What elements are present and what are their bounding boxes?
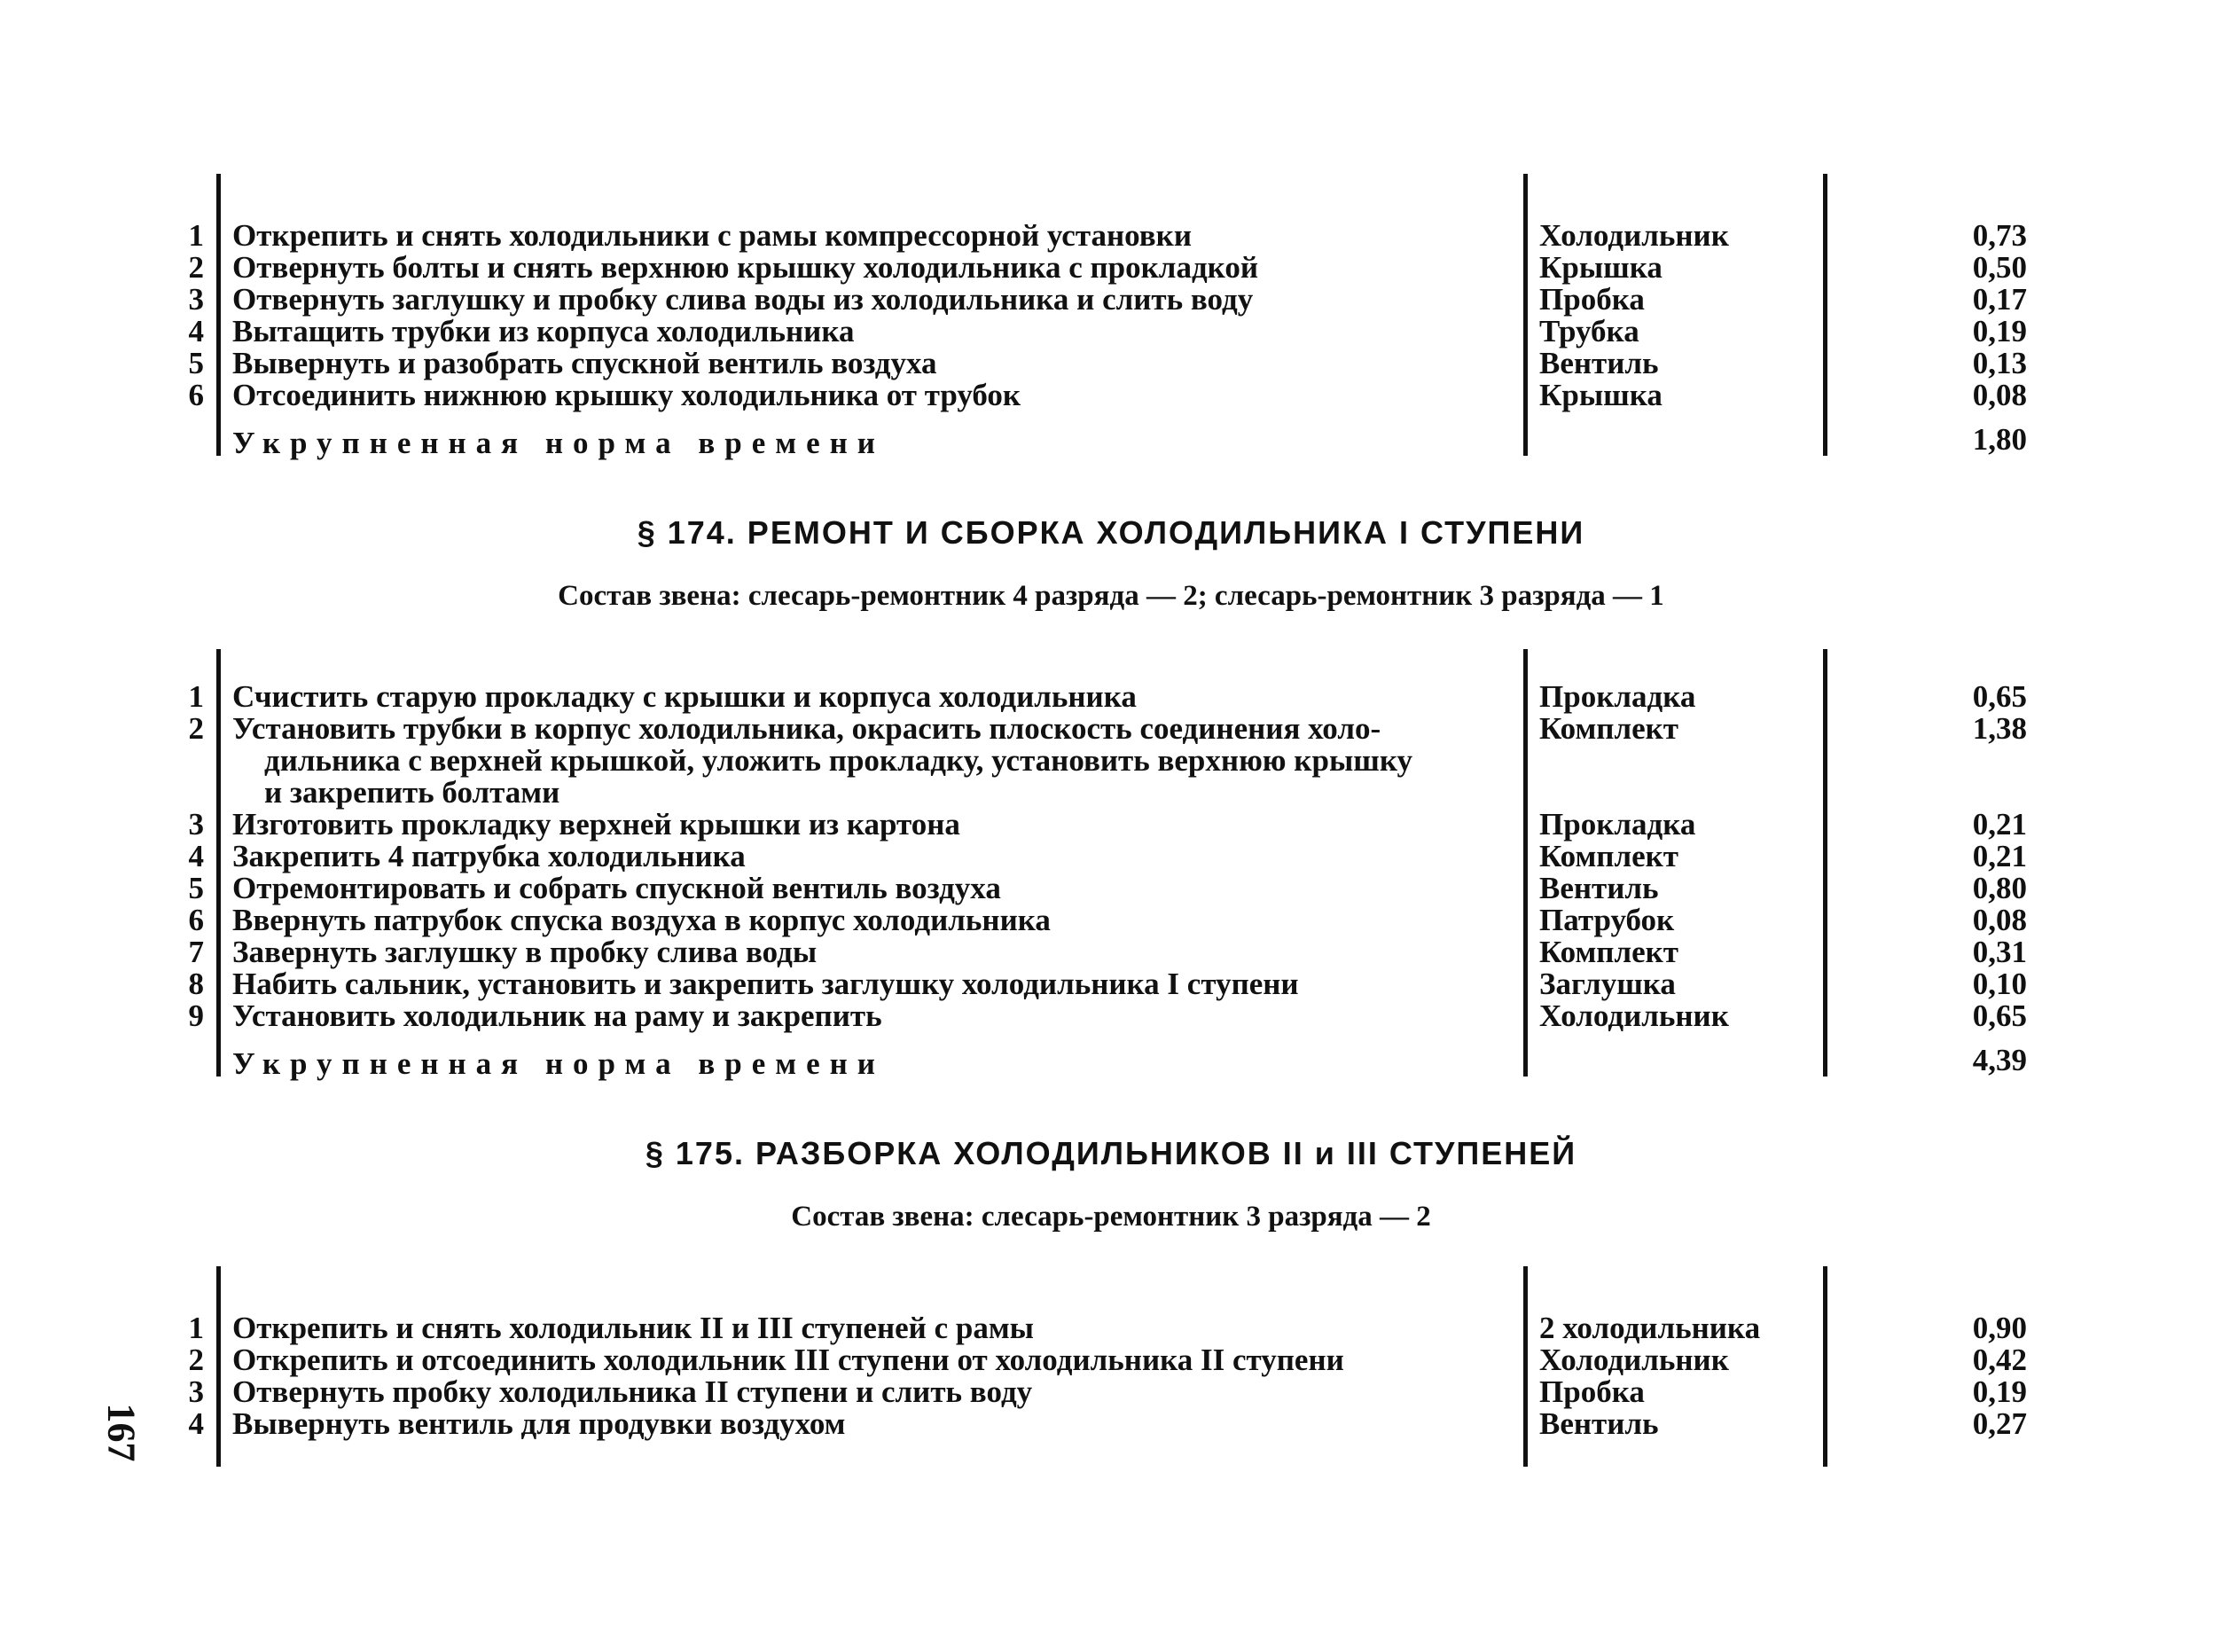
table-row bbox=[0, 380, 2222, 411]
operation-text: Ввернуть патрубок спуска воздуха в корпус холодильника bbox=[232, 903, 1051, 937]
operation-continuation: и закрепить болтами bbox=[264, 775, 560, 810]
operation-text: Набить сальник, установить и закрепить заглушку холодильника I ступени bbox=[232, 967, 1299, 1001]
row-number: 2 bbox=[188, 711, 204, 746]
unit-of-measure: Заглушка bbox=[1539, 967, 1676, 1001]
table-row bbox=[0, 809, 2222, 841]
operation-text: Вывернуть и разобрать спускной вентиль воздуха bbox=[232, 346, 937, 380]
time-norm: 0,21 bbox=[1972, 807, 2027, 842]
time-norm: 0,13 bbox=[1972, 346, 2027, 380]
row-number: 6 bbox=[188, 378, 204, 412]
unit-of-measure: Прокладка bbox=[1539, 807, 1696, 842]
table-row bbox=[0, 873, 2222, 904]
time-norm: 0,10 bbox=[1972, 967, 2027, 1001]
unit-of-measure: Пробка bbox=[1539, 1374, 1645, 1409]
row-number: 8 bbox=[188, 967, 204, 1001]
row-number: 7 bbox=[188, 935, 204, 969]
unit-of-measure: Вентиль bbox=[1539, 1406, 1659, 1441]
time-norm: 0,08 bbox=[1972, 903, 2027, 937]
unit-of-measure: Прокладка bbox=[1539, 679, 1696, 714]
table-row bbox=[0, 1344, 2222, 1376]
time-norm: 0,08 bbox=[1972, 378, 2027, 412]
row-number: 4 bbox=[188, 839, 204, 873]
unit-of-measure: Трубка bbox=[1539, 314, 1639, 348]
time-norm: 0,17 bbox=[1972, 282, 2027, 317]
time-norm: 0,27 bbox=[1972, 1406, 2027, 1441]
row-number: 1 bbox=[188, 679, 204, 714]
table-row bbox=[0, 713, 2222, 809]
row-number: 2 bbox=[188, 1343, 204, 1377]
row-number: 3 bbox=[188, 1374, 204, 1409]
operation-text: Отвернуть заглушку и пробку слива воды из холодильника и слить воду bbox=[232, 282, 1254, 317]
operation-text bbox=[232, 713, 1509, 809]
row-number: 3 bbox=[188, 807, 204, 842]
time-norm: 0,19 bbox=[1972, 314, 2027, 348]
page-number: 167 bbox=[99, 1403, 144, 1462]
table-row bbox=[0, 1376, 2222, 1408]
row-number: 4 bbox=[188, 1406, 204, 1441]
row-number: 5 bbox=[188, 871, 204, 905]
unit-of-measure: Холодильник bbox=[1539, 218, 1729, 253]
total-row bbox=[0, 1043, 2222, 1081]
table-row bbox=[0, 252, 2222, 284]
table-row bbox=[0, 316, 2222, 348]
time-norm: 0,73 bbox=[1972, 218, 2027, 253]
table-row bbox=[0, 1408, 2222, 1440]
operation-text: Открепить и снять холодильник II и III ступеней с рамы bbox=[232, 1311, 1034, 1345]
time-norm: 0,50 bbox=[1972, 250, 2027, 285]
time-norm: 1,38 bbox=[1972, 711, 2027, 746]
total-norm: 4,39 bbox=[1972, 1043, 2027, 1077]
table-row bbox=[0, 348, 2222, 380]
table-row bbox=[0, 841, 2222, 873]
operation-text: Вытащить трубки из корпуса холодильника bbox=[232, 314, 855, 348]
total-label: Укрупненная норма времени bbox=[232, 1046, 885, 1081]
operation-text: Отремонтировать и собрать спускной вентиль воздуха bbox=[232, 871, 1001, 905]
operation-text: Отсоединить нижнюю крышку холодильника от трубок bbox=[232, 378, 1021, 412]
unit-of-measure: Вентиль bbox=[1539, 346, 1659, 380]
total-label: Укрупненная норма времени bbox=[232, 426, 885, 460]
row-number: 4 bbox=[188, 314, 204, 348]
time-norm: 0,19 bbox=[1972, 1374, 2027, 1409]
time-norm: 0,65 bbox=[1972, 998, 2027, 1033]
table-row bbox=[0, 968, 2222, 1000]
row-number: 1 bbox=[188, 218, 204, 253]
crew-composition: Состав звена: слесарь-ремонтник 4 разряда — 2; слесарь-ремонтник 3 разряда — 1 bbox=[558, 580, 1664, 612]
operation-continuation: дильника с верхней крышкой, уложить прокладку, установить верхнюю крышку bbox=[264, 743, 1412, 778]
time-norm: 0,65 bbox=[1972, 679, 2027, 714]
time-norm: 0,80 bbox=[1972, 871, 2027, 905]
operation-text: Установить холодильник на раму и закрепить bbox=[232, 998, 882, 1033]
table-row bbox=[0, 1000, 2222, 1032]
unit-of-measure: Комплект bbox=[1539, 935, 1679, 969]
crew-composition: Состав звена: слесарь-ремонтник 3 разряда — 2 bbox=[791, 1201, 1431, 1233]
unit-of-measure: Патрубок bbox=[1539, 903, 1675, 937]
row-number: 3 bbox=[188, 282, 204, 317]
time-norm: 0,42 bbox=[1972, 1343, 2027, 1377]
operations-table-s173 bbox=[0, 174, 2222, 460]
section-heading: § 175. РАЗБОРКА ХОЛОДИЛЬНИКОВ II и III СТУПЕНЕЙ bbox=[645, 1135, 1577, 1171]
operation-text: Завернуть заглушку в пробку слива воды bbox=[232, 935, 818, 969]
row-number: 5 bbox=[188, 346, 204, 380]
unit-of-measure: Вентиль bbox=[1539, 871, 1659, 905]
table-row bbox=[0, 904, 2222, 936]
unit-of-measure: 2 холодильника bbox=[1539, 1311, 1761, 1345]
unit-of-measure: Холодильник bbox=[1539, 998, 1729, 1033]
operation-text: Отвернуть пробку холодильника II ступени и слить воду bbox=[232, 1374, 1033, 1409]
table-row bbox=[0, 284, 2222, 316]
table-row bbox=[0, 220, 2222, 252]
total-norm: 1,80 bbox=[1972, 422, 2027, 457]
operations-table-s175 bbox=[0, 1266, 2222, 1467]
time-norm: 0,31 bbox=[1972, 935, 2027, 969]
unit-of-measure: Крышка bbox=[1539, 250, 1663, 285]
row-number: 6 bbox=[188, 903, 204, 937]
unit-of-measure: Комплект bbox=[1539, 839, 1679, 873]
operation-text: Счистить старую прокладку с крышки и корпуса холодильника bbox=[232, 679, 1137, 714]
unit-of-measure: Холодильник bbox=[1539, 1343, 1729, 1377]
operation-text: Закрепить 4 патрубка холодильника bbox=[232, 839, 746, 873]
operation-text: Изготовить прокладку верхней крышки из картона bbox=[232, 807, 960, 842]
time-norm: 0,90 bbox=[1972, 1311, 2027, 1345]
operation-text: Вывернуть вентиль для продувки воздухом bbox=[232, 1406, 846, 1441]
row-number: 1 bbox=[188, 1311, 204, 1345]
operation-text: Открепить и отсоединить холодильник III ступени от холодильника II ступени bbox=[232, 1343, 1344, 1377]
operation-text: Отвернуть болты и снять верхнюю крышку холодильника с прокладкой bbox=[232, 250, 1259, 285]
operation-line: Установить трубки в корпус холодильника, окрасить плоскость соединения холо- bbox=[232, 711, 1381, 746]
row-number: 2 bbox=[188, 250, 204, 285]
row-number: 9 bbox=[188, 998, 204, 1033]
unit-of-measure: Комплект bbox=[1539, 711, 1679, 746]
unit-of-measure: Пробка bbox=[1539, 282, 1645, 317]
section-heading: § 174. РЕМОНТ И СБОРКА ХОЛОДИЛЬНИКА I СТУПЕНИ bbox=[637, 514, 1585, 551]
s174-rows bbox=[0, 681, 2222, 1080]
total-row bbox=[0, 422, 2222, 460]
table-row bbox=[0, 1312, 2222, 1344]
table-row bbox=[0, 936, 2222, 968]
time-norm: 0,21 bbox=[1972, 839, 2027, 873]
table-row bbox=[0, 681, 2222, 713]
operation-text: Открепить и снять холодильники с рамы компрессорной установки bbox=[232, 218, 1192, 253]
unit-of-measure: Крышка bbox=[1539, 378, 1663, 412]
